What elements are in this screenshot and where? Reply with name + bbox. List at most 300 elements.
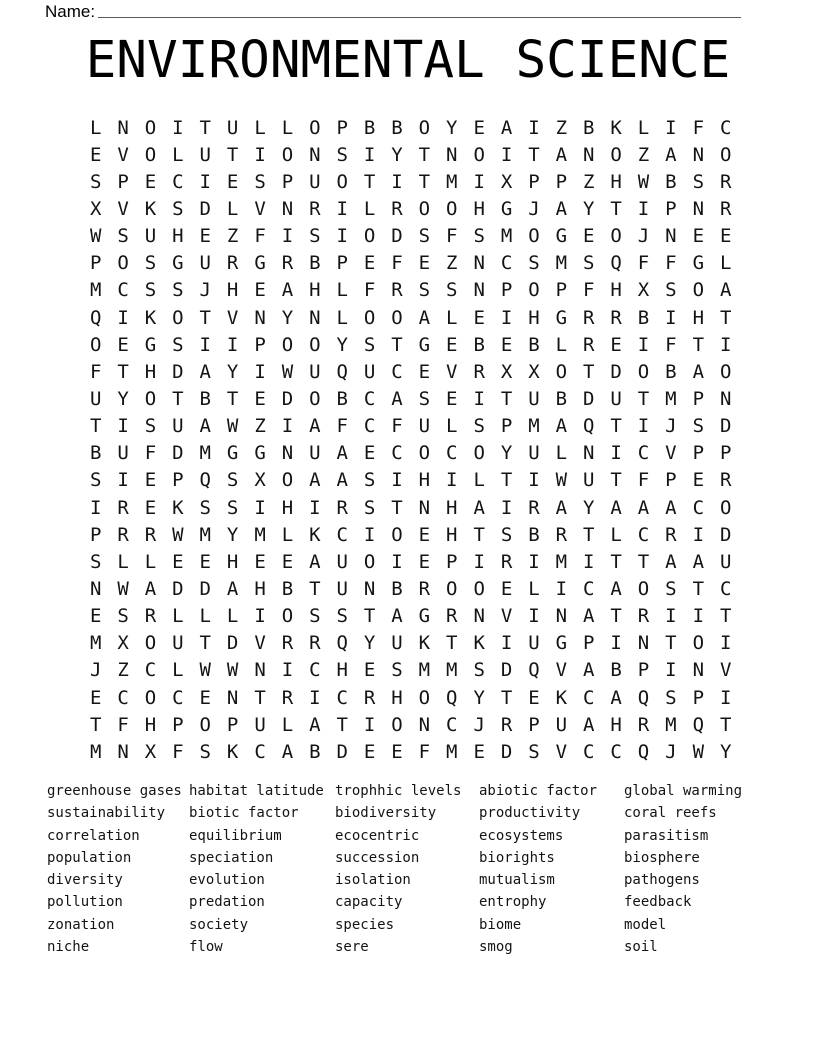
grid-letter: R	[528, 496, 540, 519]
grid-letter: J	[199, 279, 211, 302]
grid-letter: U	[309, 360, 321, 383]
grid-letter: T	[637, 387, 650, 410]
grid-letter: H	[473, 197, 485, 220]
grid-letter: I	[473, 550, 485, 573]
grid-letter: E	[610, 333, 622, 356]
grid-letter: H	[281, 496, 294, 519]
grid-letter: E	[254, 279, 266, 302]
grid-letter: F	[637, 469, 650, 492]
grid-letter: H	[610, 170, 622, 193]
grid-letter: P	[172, 713, 184, 736]
grid-letter: I	[610, 632, 622, 655]
grid-letter: O	[719, 360, 732, 383]
word-list-item: productivity	[479, 805, 581, 822]
grid-letter: R	[500, 550, 513, 573]
grid-letter: H	[172, 225, 184, 248]
grid-letter: A	[199, 360, 211, 383]
name-row	[45, 2, 95, 22]
grid-letter: S	[528, 252, 540, 275]
grid-letter: G	[144, 333, 157, 356]
grid-letter: W	[117, 577, 129, 600]
grid-letter: L	[528, 577, 540, 600]
grid-letter: Q	[610, 252, 622, 275]
grid-letter: I	[117, 415, 129, 438]
word-list-item: greenhouse gases	[47, 783, 182, 799]
grid-letter: E	[418, 523, 431, 546]
grid-letter: I	[446, 469, 458, 492]
grid-letter: E	[144, 170, 157, 193]
word-list-item: ecosystems	[479, 827, 564, 844]
grid-letter: I	[528, 605, 540, 628]
grid-letter: E	[418, 360, 431, 383]
grid-letter: T	[226, 143, 239, 166]
word-list-item: predation	[189, 894, 265, 911]
grid-letter: S	[336, 143, 348, 166]
grid-letter: U	[336, 577, 348, 600]
grid-letter: O	[692, 279, 705, 302]
grid-letter: W	[226, 415, 239, 438]
grid-letter: L	[446, 415, 458, 438]
grid-letter: F	[418, 740, 431, 763]
grid-letter: H	[226, 279, 239, 302]
grid-letter: D	[719, 523, 732, 546]
grid-letter: J	[637, 225, 650, 248]
grid-letter: J	[89, 659, 102, 682]
grid-letter: E	[692, 469, 705, 492]
word-search-grid	[82, 114, 739, 765]
grid-letter: S	[391, 659, 403, 682]
grid-letter: A	[309, 469, 321, 492]
grid-letter: B	[391, 577, 403, 600]
word-list-item: coral reefs	[624, 805, 717, 822]
grid-letter: S	[473, 415, 485, 438]
grid-letter: G	[172, 252, 184, 275]
grid-letter: P	[637, 659, 650, 682]
grid-letter: O	[418, 116, 431, 139]
word-list-item: sustainability	[47, 805, 166, 822]
grid-letter: U	[199, 143, 211, 166]
grid-letter: P	[117, 170, 129, 193]
grid-letter: D	[391, 225, 403, 248]
grid-letter: A	[281, 279, 294, 302]
grid-letter: P	[583, 632, 595, 655]
grid-letter: K	[473, 632, 485, 655]
grid-letter: U	[172, 632, 184, 655]
grid-letter: A	[555, 197, 568, 220]
grid-letter: C	[637, 523, 650, 546]
grid-letter: C	[610, 740, 622, 763]
grid-letter: S	[144, 415, 157, 438]
grid-letter: P	[336, 116, 348, 139]
grid-letter: M	[528, 415, 540, 438]
name-fill-line	[98, 10, 741, 18]
grid-letter: T	[336, 713, 348, 736]
grid-letter: O	[418, 686, 431, 709]
grid-letter: D	[500, 659, 513, 682]
grid-letter: R	[446, 605, 458, 628]
grid-letter: R	[363, 686, 376, 709]
grid-letter: P	[555, 279, 568, 302]
grid-letter: U	[528, 632, 540, 655]
grid-letter: R	[473, 360, 485, 383]
grid-letter: E	[446, 387, 458, 410]
grid-letter: Y	[117, 387, 129, 410]
grid-letter: Q	[199, 469, 211, 492]
grid-letter: U	[528, 387, 540, 410]
grid-letter: T	[610, 197, 622, 220]
grid-letter: T	[610, 550, 622, 573]
grid-letter: U	[555, 713, 568, 736]
grid-letter: I	[500, 306, 513, 329]
grid-letter: I	[665, 116, 677, 139]
grid-letter: Z	[446, 252, 458, 275]
grid-letter: B	[473, 333, 485, 356]
grid-letter: I	[281, 659, 294, 682]
grid-letter: O	[637, 577, 650, 600]
grid-letter: T	[309, 577, 321, 600]
word-list-item: mutualism	[479, 872, 555, 889]
grid-letter: E	[89, 143, 102, 166]
grid-letter: U	[418, 415, 431, 438]
grid-letter: N	[665, 225, 677, 248]
grid-letter: V	[446, 360, 458, 383]
grid-letter: E	[226, 170, 239, 193]
grid-letter: U	[583, 469, 595, 492]
grid-letter: I	[363, 713, 376, 736]
grid-letter: O	[528, 225, 540, 248]
grid-letter: N	[555, 605, 568, 628]
grid-letter: Y	[226, 360, 239, 383]
grid-letter: H	[418, 469, 431, 492]
grid-letter: L	[89, 116, 102, 139]
grid-letter: N	[117, 116, 129, 139]
grid-letter: B	[583, 116, 595, 139]
grid-letter: V	[117, 197, 129, 220]
grid-letter: R	[500, 713, 513, 736]
grid-letter: V	[555, 740, 568, 763]
grid-letter: L	[446, 306, 458, 329]
grid-letter: F	[637, 252, 650, 275]
grid-letter: P	[555, 170, 568, 193]
grid-letter: E	[473, 740, 485, 763]
grid-letter: Y	[391, 143, 403, 166]
grid-letter: X	[144, 740, 157, 763]
word-list-item: speciation	[189, 849, 274, 866]
grid-letter: R	[226, 252, 239, 275]
grid-letter: G	[500, 197, 513, 220]
grid-letter: S	[500, 523, 513, 546]
grid-letter: R	[637, 605, 650, 628]
grid-letter: T	[610, 469, 622, 492]
grid-letter: W	[555, 469, 568, 492]
grid-letter: S	[418, 225, 431, 248]
grid-letter: E	[144, 496, 157, 519]
grid-letter: I	[254, 496, 266, 519]
grid-letter: I	[473, 170, 485, 193]
grid-letter: W	[637, 170, 650, 193]
grid-letter: O	[309, 333, 321, 356]
word-list-item: biodiversity	[335, 805, 437, 822]
grid-letter: S	[226, 496, 239, 519]
grid-letter: L	[226, 197, 239, 220]
grid-letter: A	[336, 469, 348, 492]
grid-letter: N	[446, 143, 458, 166]
grid-letter: N	[226, 686, 239, 709]
word-list-item: correlation	[47, 827, 140, 844]
grid-letter: U	[336, 550, 348, 573]
grid-letter: L	[281, 116, 294, 139]
grid-letter: I	[363, 143, 376, 166]
grid-letter: O	[610, 143, 622, 166]
grid-letter: E	[89, 605, 102, 628]
grid-letter: T	[500, 469, 513, 492]
grid-letter: W	[692, 740, 705, 763]
grid-letter: Y	[363, 632, 376, 655]
grid-letter: F	[665, 333, 677, 356]
grid-letter: M	[89, 740, 102, 763]
grid-letter: T	[692, 577, 705, 600]
grid-letter: C	[692, 496, 705, 519]
grid-letter: J	[473, 713, 485, 736]
grid-letter: C	[583, 740, 595, 763]
grid-letter: I	[500, 632, 513, 655]
grid-letter: L	[172, 605, 184, 628]
word-list-item: equilibrium	[189, 827, 282, 844]
grid-letter: E	[363, 740, 376, 763]
grid-letter: T	[199, 632, 211, 655]
grid-letter: B	[555, 387, 568, 410]
grid-letter: O	[473, 577, 485, 600]
grid-letter: T	[637, 550, 650, 573]
grid-letter: I	[719, 333, 732, 356]
grid-letter: I	[199, 170, 211, 193]
grid-letter: F	[89, 360, 102, 383]
grid-letter: G	[418, 605, 431, 628]
grid-letter: R	[281, 686, 294, 709]
grid-letter: S	[473, 659, 485, 682]
grid-letter: C	[583, 686, 595, 709]
grid-letter: C	[172, 170, 184, 193]
grid-letter: Q	[692, 713, 705, 736]
grid-letter: R	[719, 469, 732, 492]
grid-letter: C	[172, 686, 184, 709]
grid-letter: I	[637, 333, 650, 356]
grid-letter: A	[309, 550, 321, 573]
grid-letter: Q	[336, 632, 348, 655]
grid-letter: T	[446, 632, 458, 655]
grid-letter: I	[254, 143, 266, 166]
grid-letter: X	[500, 170, 513, 193]
grid-letter: O	[610, 225, 622, 248]
grid-letter: S	[117, 605, 129, 628]
grid-letter: K	[555, 686, 568, 709]
word-list-item: niche	[47, 939, 90, 956]
word-list-item: parasitism	[624, 827, 709, 844]
grid-letter: A	[583, 713, 595, 736]
grid-letter: L	[254, 116, 266, 139]
grid-letter: R	[583, 333, 595, 356]
grid-letter: A	[281, 740, 294, 763]
grid-letter: E	[719, 225, 732, 248]
grid-letter: I	[665, 605, 677, 628]
grid-letter: R	[117, 496, 129, 519]
grid-letter: C	[363, 387, 376, 410]
grid-letter: A	[583, 659, 595, 682]
grid-letter: N	[473, 605, 485, 628]
grid-letter: B	[665, 360, 677, 383]
grid-letter: N	[473, 279, 485, 302]
grid-letter: S	[692, 415, 705, 438]
word-list-item: entrophy	[479, 894, 547, 911]
grid-letter: U	[254, 713, 266, 736]
grid-letter: C	[719, 116, 732, 139]
grid-letter: N	[254, 659, 266, 682]
grid-letter: M	[446, 170, 458, 193]
grid-letter: X	[254, 469, 266, 492]
grid-letter: Y	[336, 333, 348, 356]
grid-letter: T	[199, 306, 211, 329]
grid-letter: S	[144, 252, 157, 275]
grid-letter: L	[172, 659, 184, 682]
grid-letter: K	[418, 632, 431, 655]
word-list-column	[335, 780, 479, 958]
grid-letter: I	[719, 686, 732, 709]
grid-letter: O	[446, 577, 458, 600]
grid-letter: B	[336, 387, 348, 410]
grid-letter: T	[500, 686, 513, 709]
grid-letter: O	[418, 442, 431, 465]
grid-letter: I	[528, 469, 540, 492]
grid-letter: N	[583, 143, 595, 166]
grid-letter: P	[226, 713, 239, 736]
grid-letter: Q	[583, 415, 595, 438]
grid-letter: R	[281, 252, 294, 275]
grid-letter: E	[254, 550, 266, 573]
word-list-item: model	[624, 916, 667, 933]
grid-letter: A	[199, 415, 211, 438]
grid-letter: O	[144, 686, 157, 709]
grid-letter: C	[117, 279, 129, 302]
grid-letter: A	[144, 577, 157, 600]
grid-letter: E	[583, 225, 595, 248]
grid-letter: L	[610, 523, 622, 546]
grid-letter: I	[719, 632, 732, 655]
grid-letter: E	[199, 225, 211, 248]
grid-letter: T	[418, 143, 431, 166]
grid-letter: H	[254, 577, 266, 600]
grid-letter: S	[89, 550, 102, 573]
grid-letter: V	[500, 605, 513, 628]
grid-letter: W	[199, 659, 211, 682]
grid-letter: S	[144, 279, 157, 302]
grid-letter: L	[226, 605, 239, 628]
grid-letter: C	[391, 360, 403, 383]
grid-letter: E	[89, 686, 102, 709]
grid-letter: O	[309, 387, 321, 410]
grid-letter: B	[610, 659, 622, 682]
grid-letter: L	[719, 252, 732, 275]
grid-letter: U	[363, 360, 376, 383]
grid-letter: E	[500, 333, 513, 356]
grid-letter: I	[500, 143, 513, 166]
grid-letter: T	[391, 333, 403, 356]
grid-letter: O	[528, 279, 540, 302]
grid-letter: T	[610, 605, 622, 628]
puzzle-title: ENVIRONMENTAL SCIENCE	[85, 31, 731, 90]
word-list-item: biorights	[479, 849, 555, 866]
grid-letter: C	[391, 442, 403, 465]
grid-letter: I	[692, 523, 705, 546]
word-list-item: global warming	[624, 783, 743, 799]
grid-letter: T	[665, 632, 677, 655]
grid-letter: E	[363, 659, 376, 682]
grid-letter: E	[199, 686, 211, 709]
grid-letter: S	[199, 740, 211, 763]
grid-letter: Z	[254, 415, 266, 438]
grid-letter: O	[473, 143, 485, 166]
word-list-column	[47, 780, 189, 958]
grid-letter: E	[363, 442, 376, 465]
grid-letter: C	[446, 442, 458, 465]
grid-letter: O	[473, 442, 485, 465]
grid-letter: H	[528, 306, 540, 329]
grid-letter: M	[89, 279, 102, 302]
grid-letter: E	[473, 116, 485, 139]
grid-letter: M	[555, 550, 568, 573]
grid-letter: N	[89, 577, 102, 600]
grid-letter: B	[528, 523, 540, 546]
grid-letter: I	[555, 577, 568, 600]
grid-letter: T	[89, 713, 102, 736]
grid-letter: M	[89, 632, 102, 655]
grid-letter: O	[144, 632, 157, 655]
grid-letter: P	[446, 550, 458, 573]
grid-letter: O	[144, 387, 157, 410]
grid-letter: R	[637, 713, 650, 736]
grid-letter: T	[89, 415, 102, 438]
grid-letter: R	[665, 523, 677, 546]
grid-letter: N	[418, 713, 431, 736]
grid-letter: O	[391, 713, 403, 736]
grid-letter: V	[254, 197, 266, 220]
word-list-item: biome	[479, 916, 522, 933]
grid-letter: A	[665, 550, 677, 573]
grid-letter: L	[117, 550, 129, 573]
grid-letter: P	[500, 415, 513, 438]
grid-letter: D	[226, 632, 239, 655]
grid-letter: X	[89, 197, 102, 220]
grid-letter: K	[172, 496, 184, 519]
grid-letter: E	[363, 252, 376, 275]
grid-letter: I	[637, 415, 650, 438]
grid-letter: A	[665, 496, 677, 519]
grid-letter: N	[281, 442, 294, 465]
grid-letter: S	[254, 170, 266, 193]
grid-letter: A	[391, 605, 403, 628]
grid-letter: A	[309, 713, 321, 736]
grid-letter: O	[692, 632, 705, 655]
grid-letter: K	[144, 197, 157, 220]
grid-letter: A	[418, 306, 431, 329]
grid-letter: R	[391, 197, 403, 220]
grid-letter: P	[528, 170, 540, 193]
grid-letter: O	[363, 306, 376, 329]
grid-letter: A	[610, 577, 622, 600]
word-list-item: isolation	[335, 872, 411, 889]
word-list-item: pathogens	[624, 872, 700, 889]
grid-letter: F	[446, 225, 458, 248]
grid-letter: G	[254, 252, 266, 275]
